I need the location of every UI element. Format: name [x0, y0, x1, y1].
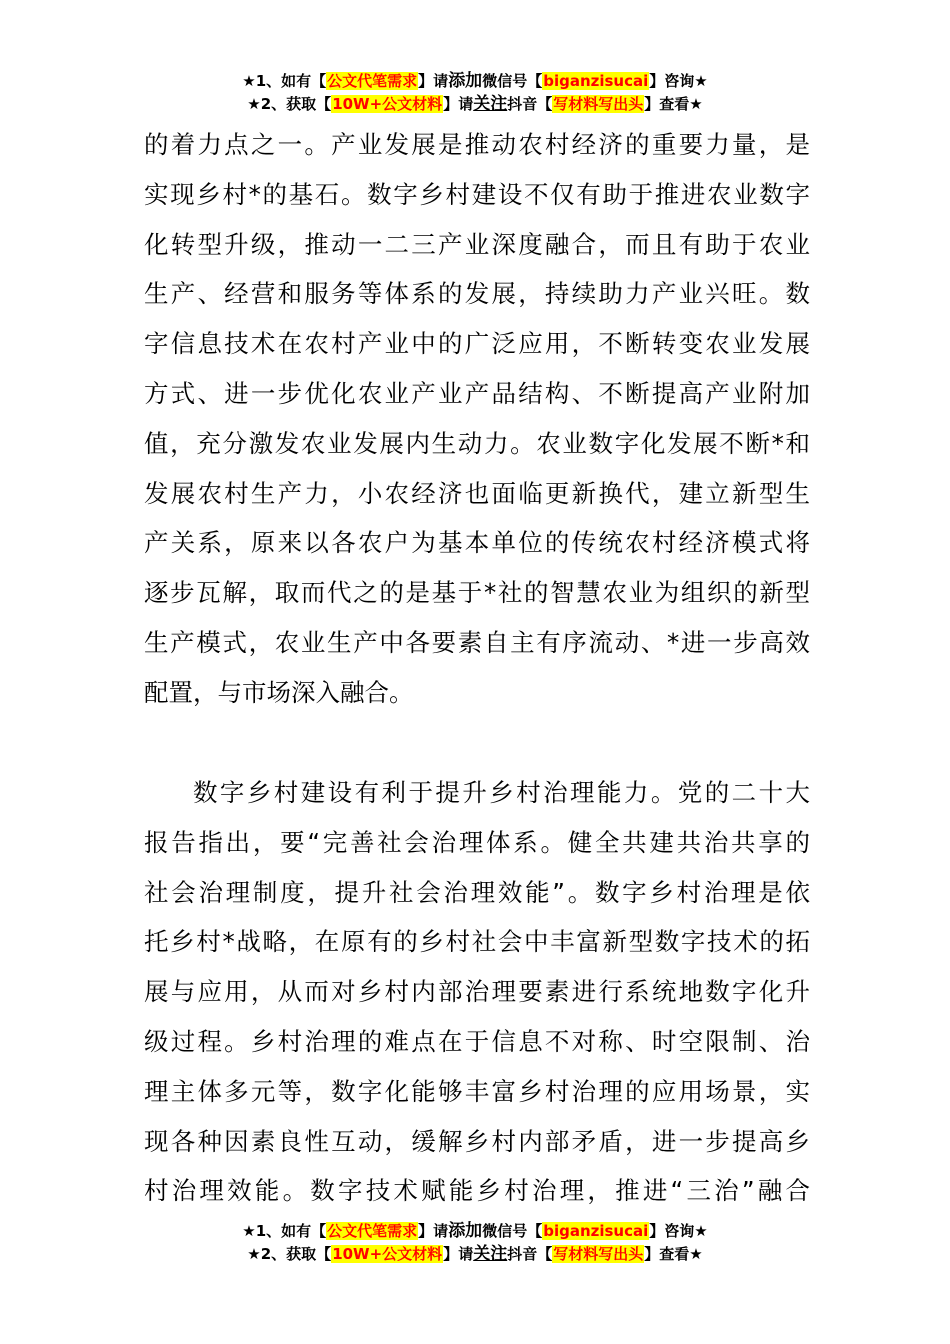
- text-line: 化转型升级，推动一二三产业深度融合，而且有助于农业: [144, 229, 810, 259]
- footer-highlight-douyin: 写材料写出头: [553, 1245, 644, 1263]
- header-highlight-materials: 10W+公文材料: [332, 95, 443, 113]
- body-paragraph-2: [144, 768, 810, 1216]
- header-highlight-service: 公文代笔需求: [327, 72, 418, 90]
- text-line: 发展农村生产力，小农经济也面临更新换代，建立新型生: [144, 478, 810, 508]
- footer-banner: [0, 1220, 950, 1266]
- text-line: 生产、经营和服务等体系的发展，持续助力产业兴旺。数: [144, 279, 810, 309]
- text-line: 展与应用，从而对乡村内部治理要素进行系统地数字化升: [144, 977, 810, 1007]
- text-line: 现各种因素良性互动，缓解乡村内部矛盾，进一步提高乡: [144, 1126, 810, 1156]
- footer-banner-line-1: ★1、如有【公文代笔需求】请添加微信号【biganzisucai】咨询★: [242, 1221, 708, 1241]
- text-line: 社会治理制度，提升社会治理效能”。数字乡村治理是依: [144, 877, 810, 907]
- text-line: 产关系，原来以各农户为基本单位的传统农村经济模式将: [144, 528, 810, 558]
- text-line: 生产模式，农业生产中各要素自主有序流动、*进一步高效: [144, 627, 810, 657]
- text-line: 报告指出，要“完善社会治理体系。健全共建共治共享的: [144, 827, 810, 857]
- text-line: 村治理效能。数字技术赋能乡村治理，推进“三治”融合: [144, 1176, 810, 1206]
- header-highlight-douyin: 写材料写出头: [553, 95, 644, 113]
- header-banner-line-2: ★2、获取【10W+公文材料】请关注抖音【写材料写出头】查看★: [247, 94, 703, 114]
- text-line: 托乡村*战略，在原有的乡村社会中丰富新型数字技术的拓: [144, 927, 810, 957]
- text-line: 数字乡村建设有利于提升乡村治理能力。党的二十大: [193, 778, 810, 807]
- text-line: 理主体多元等，数字化能够丰富乡村治理的应用场景，实: [144, 1076, 810, 1106]
- footer-banner-line-2: ★2、获取【10W+公文材料】请关注抖音【写材料写出头】查看★: [247, 1244, 703, 1264]
- footer-highlight-materials: 10W+公文材料: [332, 1245, 443, 1263]
- text-line: 的着力点之一。产业发展是推动农村经济的重要力量，是: [144, 130, 810, 159]
- text-line: 配置，与市场深入融合。: [144, 677, 414, 707]
- footer-highlight-service: 公文代笔需求: [327, 1222, 418, 1240]
- body-paragraph-1: [144, 120, 810, 718]
- footer-highlight-wechat-id: biganzisucai: [543, 1222, 649, 1240]
- text-line: 值，充分激发农业发展内生动力。农业数字化发展不断*和: [144, 428, 810, 458]
- header-highlight-wechat-id: biganzisucai: [543, 72, 649, 90]
- text-line: 逐步瓦解，取而代之的是基于*社的智慧农业为组织的新型: [144, 578, 810, 608]
- text-line: 字信息技术在农村产业中的广泛应用，不断转变农业发展: [144, 329, 810, 359]
- text-line: 方式、进一步优化农业产业产品结构、不断提高产业附加: [144, 378, 810, 408]
- header-banner: [0, 70, 950, 116]
- text-line: 实现乡村*的基石。数字乡村建设不仅有助于推进农业数字: [144, 179, 810, 209]
- text-line: 级过程。乡村治理的难点在于信息不对称、时空限制、治: [144, 1026, 810, 1056]
- header-banner-line-1: ★1、如有【公文代笔需求】请添加微信号【biganzisucai】咨询★: [242, 71, 708, 91]
